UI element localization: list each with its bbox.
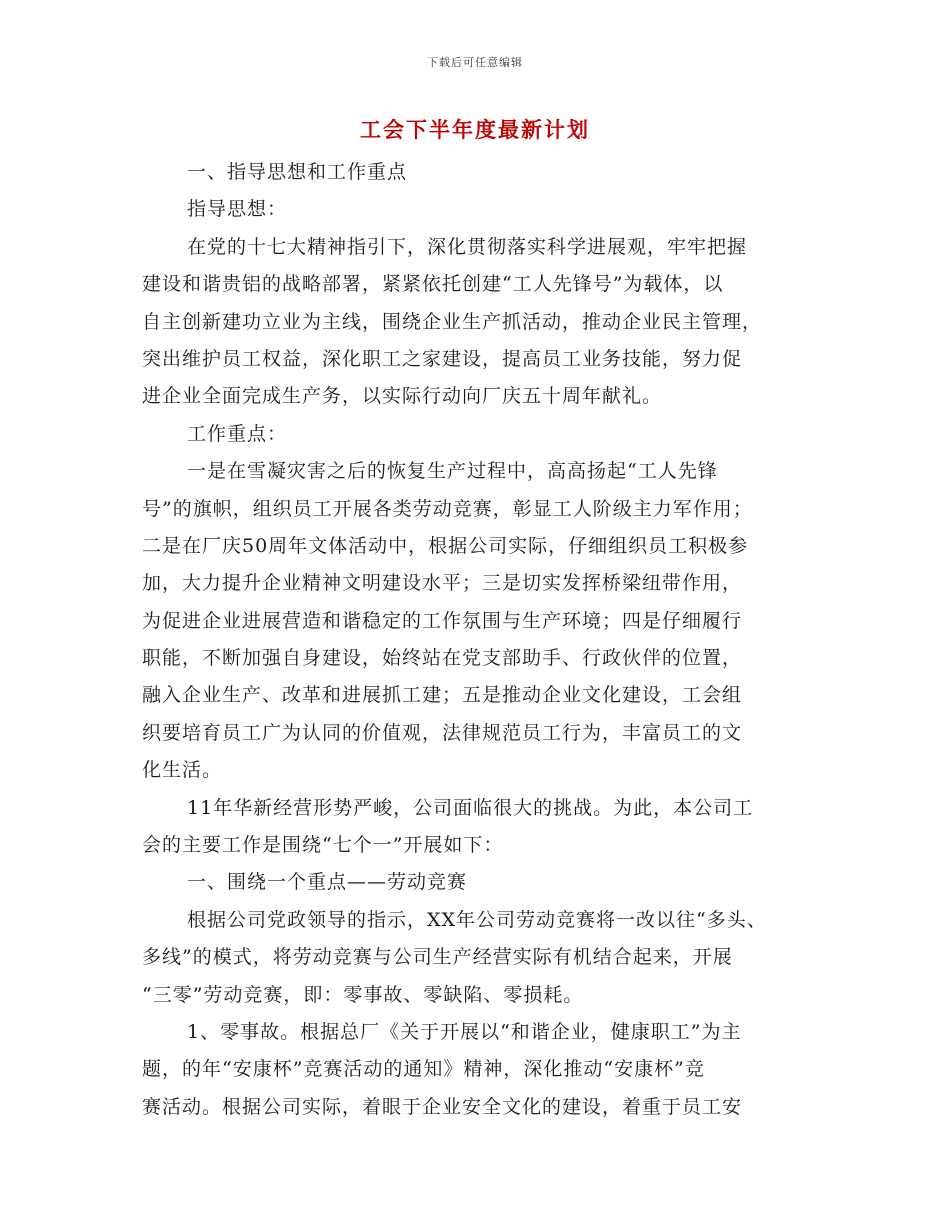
text-line: 为促进企业进展营造和谐稳定的工作氛围与生产环境；四是仔细履行 bbox=[142, 609, 743, 632]
text-line: 织要培育员工广为认同的价值观，法律规范员工行为，丰富员工的文 bbox=[142, 721, 743, 744]
text-line: 一是在雪凝灾害之后的恢复生产过程中，高高扬起“工人先锋 bbox=[187, 460, 718, 483]
text-line: 进企业全面完成生产务，以实际行动向厂庆五十周年献礼。 bbox=[142, 385, 663, 408]
text-line: 会的主要工作是围绕“七个一”开展如下： bbox=[142, 834, 504, 857]
text-line: 号”的旗帜，组织员工开展各类劳动竞赛，彰显工人阶级主力军作用； bbox=[142, 497, 753, 520]
text-line: 根据公司党政领导的指示，XX年公司劳动竞赛将一改以往“多头、 bbox=[187, 908, 767, 931]
text-line: 突出维护员工权益，深化职工之家建设，提高员工业务技能，努力促 bbox=[142, 347, 743, 370]
text-line: 11年华新经营形势严峻，公司面临很大的挑战。为此，本公司工 bbox=[187, 796, 754, 819]
text-line: 一、围绕一个重点——劳动竞赛 bbox=[187, 871, 468, 894]
text-line: 二是在厂庆50周年文体活动中，根据公司实际，仔细组织员工积极参 bbox=[142, 534, 749, 557]
document-body bbox=[142, 154, 812, 1126]
text-line: 化生活。 bbox=[142, 759, 223, 782]
text-line: “三零”劳动竞赛，即：零事故、零缺陷、零损耗。 bbox=[142, 983, 584, 1006]
text-line: 加，大力提升企业精神文明建设水平；三是切实发挥桥梁纽带作用， bbox=[142, 572, 743, 595]
text-line: 职能，不断加强自身建设，始终站在党支部助手、行政伙伴的位置， bbox=[142, 647, 743, 670]
text-line: 多线”的模式，将劳动竞赛与公司生产经营实际有机结合起来，开展 bbox=[142, 946, 733, 969]
text-line: 自主创新建功立业为主线，围绕企业生产抓活动，推动企业民主管理， bbox=[142, 310, 763, 333]
text-line: 建设和谐贵铝的战略部署，紧紧依托创建“工人先锋号”为载体，以 bbox=[142, 273, 724, 296]
text-line: 一、指导思想和工作重点 bbox=[187, 161, 408, 183]
text-line: 融入企业生产、改革和进展抓工建；五是推动企业文化建设，工会组 bbox=[142, 684, 743, 707]
text-line: 赛活动。根据公司实际，着眼于企业安全文化的建设，着重于员工安 bbox=[142, 1095, 743, 1118]
text-line: 题，的年“安康杯”竞赛活动的通知》精神，深化推动“安康杯”竞 bbox=[142, 1058, 705, 1081]
text-line: 工作重点： bbox=[187, 422, 288, 445]
text-line: 在党的十七大精神指引下，深化贯彻落实科学进展观，牢牢把握 bbox=[187, 235, 748, 258]
header-note: 下载后可任意编辑 bbox=[427, 56, 523, 69]
document-title: 工会下半年度最新计划 bbox=[360, 117, 590, 142]
text-line: 指导思想： bbox=[187, 198, 288, 221]
text-line: 1、零事故。根据总厂《关于开展以“和谐企业，健康职工”为主 bbox=[187, 1020, 742, 1043]
